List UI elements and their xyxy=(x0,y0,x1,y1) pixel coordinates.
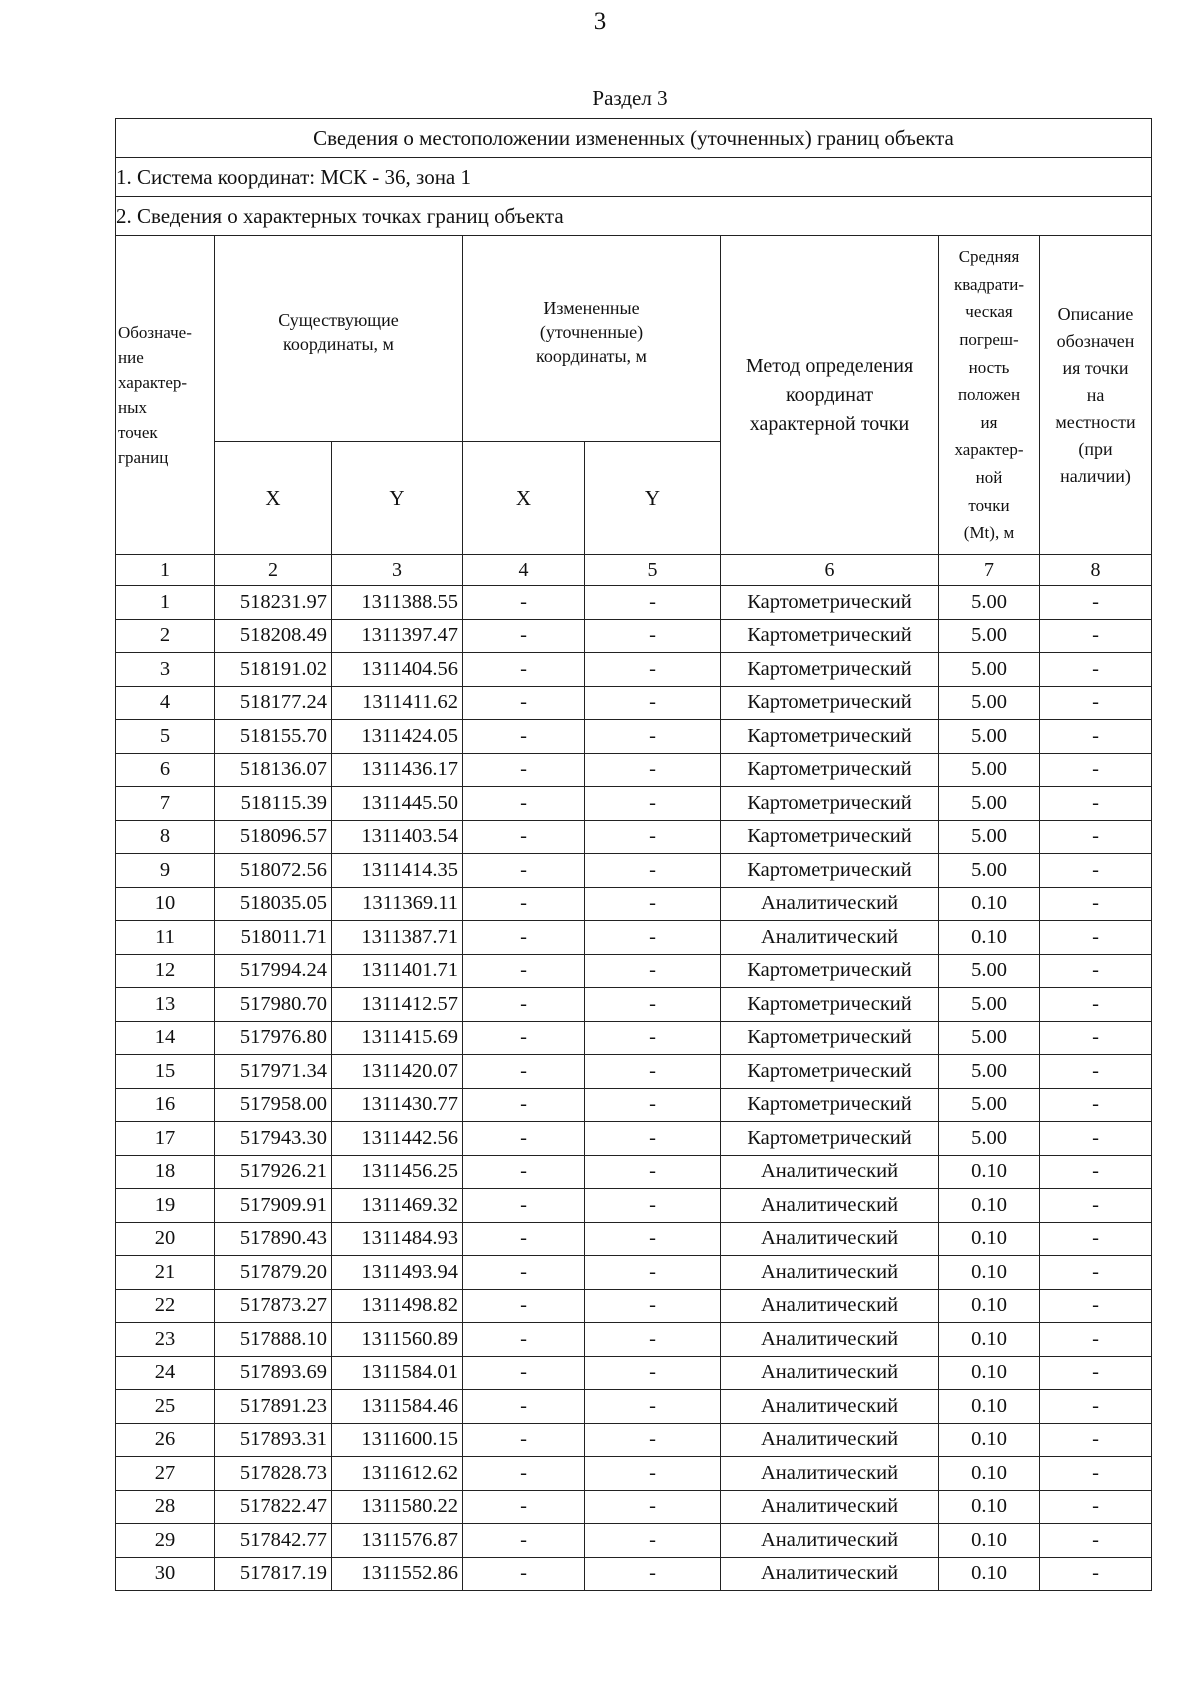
existing-x: 517879.20 xyxy=(215,1256,332,1290)
changed-y: - xyxy=(585,1524,721,1558)
point-number: 2 xyxy=(116,619,215,653)
changed-x: - xyxy=(463,887,585,921)
description: - xyxy=(1040,619,1152,653)
description: - xyxy=(1040,1557,1152,1591)
point-number: 11 xyxy=(116,921,215,955)
existing-x: 517994.24 xyxy=(215,954,332,988)
section-label: Раздел 3 xyxy=(592,86,668,110)
changed-x: - xyxy=(463,1323,585,1357)
point-number: 24 xyxy=(116,1356,215,1390)
method: Аналитический xyxy=(721,1557,939,1591)
existing-x: 518177.24 xyxy=(215,686,332,720)
point-number: 1 xyxy=(116,586,215,620)
point-number: 20 xyxy=(116,1222,215,1256)
table-title: Сведения о местоположении измененных (уточненных) границ объекта xyxy=(116,119,1152,158)
description: - xyxy=(1040,954,1152,988)
changed-x: - xyxy=(463,988,585,1022)
method: Аналитический xyxy=(721,921,939,955)
existing-y: 1311456.25 xyxy=(332,1155,463,1189)
point-number: 15 xyxy=(116,1055,215,1089)
mean-error: 5.00 xyxy=(939,686,1040,720)
changed-y: - xyxy=(585,1256,721,1290)
changed-x: - xyxy=(463,1423,585,1457)
existing-x: 517888.10 xyxy=(215,1323,332,1357)
existing-x: 517958.00 xyxy=(215,1088,332,1122)
description: - xyxy=(1040,1390,1152,1424)
point-number: 13 xyxy=(116,988,215,1022)
point-number: 30 xyxy=(116,1557,215,1591)
point-number: 7 xyxy=(116,787,215,821)
mean-error: 0.10 xyxy=(939,1356,1040,1390)
changed-x: - xyxy=(463,1088,585,1122)
table-row xyxy=(116,1390,1152,1424)
changed-y: - xyxy=(585,1055,721,1089)
changed-y: - xyxy=(585,1289,721,1323)
existing-x: 517943.30 xyxy=(215,1122,332,1156)
point-number: 16 xyxy=(116,1088,215,1122)
existing-x: 518011.71 xyxy=(215,921,332,955)
existing-x: 518191.02 xyxy=(215,653,332,687)
description: - xyxy=(1040,887,1152,921)
column-number: 3 xyxy=(332,555,463,586)
point-number: 26 xyxy=(116,1423,215,1457)
method: Аналитический xyxy=(721,887,939,921)
table-row xyxy=(116,586,1152,620)
boundary-points-table xyxy=(115,118,1152,1591)
description: - xyxy=(1040,1524,1152,1558)
point-number: 9 xyxy=(116,854,215,888)
method: Аналитический xyxy=(721,1390,939,1424)
column-number: 6 xyxy=(721,555,939,586)
point-number: 19 xyxy=(116,1189,215,1223)
changed-y: - xyxy=(585,720,721,754)
point-number: 22 xyxy=(116,1289,215,1323)
existing-x: 518231.97 xyxy=(215,586,332,620)
header-changed-y: Y xyxy=(585,442,721,555)
changed-y: - xyxy=(585,1490,721,1524)
mean-error: 0.10 xyxy=(939,1189,1040,1223)
changed-y: - xyxy=(585,1122,721,1156)
existing-x: 518035.05 xyxy=(215,887,332,921)
column-number: 7 xyxy=(939,555,1040,586)
column-number: 5 xyxy=(585,555,721,586)
changed-x: - xyxy=(463,1222,585,1256)
table-row xyxy=(116,1457,1152,1491)
point-number: 3 xyxy=(116,653,215,687)
table-row xyxy=(116,887,1152,921)
header-existing-x: X xyxy=(215,442,332,555)
changed-y: - xyxy=(585,787,721,821)
existing-x: 517980.70 xyxy=(215,988,332,1022)
mean-error: 0.10 xyxy=(939,887,1040,921)
description: - xyxy=(1040,753,1152,787)
changed-y: - xyxy=(585,1021,721,1055)
table-row xyxy=(116,1557,1152,1591)
mean-error: 5.00 xyxy=(939,1122,1040,1156)
point-number: 5 xyxy=(116,720,215,754)
existing-y: 1311484.93 xyxy=(332,1222,463,1256)
changed-x: - xyxy=(463,1557,585,1591)
changed-y: - xyxy=(585,1390,721,1424)
changed-y: - xyxy=(585,1222,721,1256)
description: - xyxy=(1040,1323,1152,1357)
table-row xyxy=(116,1155,1152,1189)
point-number: 14 xyxy=(116,1021,215,1055)
table-row xyxy=(116,1490,1152,1524)
method: Картометрический xyxy=(721,619,939,653)
header-changed-x: X xyxy=(463,442,585,555)
coordinate-system: 1. Система координат: МСК - 36, зона 1 xyxy=(116,158,1152,197)
table-row xyxy=(116,1021,1152,1055)
existing-y: 1311404.56 xyxy=(332,653,463,687)
method: Аналитический xyxy=(721,1256,939,1290)
header-method: Метод определения координат характерной точки xyxy=(721,236,939,555)
point-number: 27 xyxy=(116,1457,215,1491)
method: Аналитический xyxy=(721,1457,939,1491)
mean-error: 0.10 xyxy=(939,1222,1040,1256)
changed-x: - xyxy=(463,586,585,620)
existing-x: 518115.39 xyxy=(215,787,332,821)
method: Аналитический xyxy=(721,1289,939,1323)
description: - xyxy=(1040,1289,1152,1323)
existing-y: 1311420.07 xyxy=(332,1055,463,1089)
description: - xyxy=(1040,787,1152,821)
changed-x: - xyxy=(463,720,585,754)
existing-y: 1311469.32 xyxy=(332,1189,463,1223)
changed-y: - xyxy=(585,1088,721,1122)
changed-y: - xyxy=(585,586,721,620)
changed-x: - xyxy=(463,1490,585,1524)
changed-x: - xyxy=(463,820,585,854)
description: - xyxy=(1040,653,1152,687)
mean-error: 5.00 xyxy=(939,854,1040,888)
column-number: 1 xyxy=(116,555,215,586)
mean-error: 5.00 xyxy=(939,586,1040,620)
point-number: 25 xyxy=(116,1390,215,1424)
mean-error: 5.00 xyxy=(939,787,1040,821)
existing-x: 517891.23 xyxy=(215,1390,332,1424)
description: - xyxy=(1040,1423,1152,1457)
table-row xyxy=(116,1189,1152,1223)
existing-y: 1311430.77 xyxy=(332,1088,463,1122)
point-number: 21 xyxy=(116,1256,215,1290)
table-row xyxy=(116,720,1152,754)
mean-error: 0.10 xyxy=(939,1524,1040,1558)
mean-error: 5.00 xyxy=(939,619,1040,653)
table-row xyxy=(116,1088,1152,1122)
mean-error: 0.10 xyxy=(939,1323,1040,1357)
existing-x: 517971.34 xyxy=(215,1055,332,1089)
existing-y: 1311436.17 xyxy=(332,753,463,787)
mean-error: 0.10 xyxy=(939,1457,1040,1491)
existing-y: 1311369.11 xyxy=(332,887,463,921)
existing-x: 518072.56 xyxy=(215,854,332,888)
point-number: 4 xyxy=(116,686,215,720)
description: - xyxy=(1040,1490,1152,1524)
column-number: 2 xyxy=(215,555,332,586)
mean-error: 5.00 xyxy=(939,720,1040,754)
changed-x: - xyxy=(463,1390,585,1424)
changed-x: - xyxy=(463,1289,585,1323)
changed-y: - xyxy=(585,1323,721,1357)
changed-x: - xyxy=(463,1524,585,1558)
existing-y: 1311584.01 xyxy=(332,1356,463,1390)
table-row xyxy=(116,854,1152,888)
point-number: 23 xyxy=(116,1323,215,1357)
table-row xyxy=(116,619,1152,653)
method: Аналитический xyxy=(721,1189,939,1223)
changed-y: - xyxy=(585,686,721,720)
point-number: 10 xyxy=(116,887,215,921)
description: - xyxy=(1040,1055,1152,1089)
method: Картометрический xyxy=(721,653,939,687)
table-row xyxy=(116,1055,1152,1089)
existing-x: 517976.80 xyxy=(215,1021,332,1055)
existing-y: 1311442.56 xyxy=(332,1122,463,1156)
method: Картометрический xyxy=(721,1055,939,1089)
column-number-row xyxy=(116,555,1152,586)
table-row xyxy=(116,753,1152,787)
changed-y: - xyxy=(585,1356,721,1390)
description: - xyxy=(1040,1122,1152,1156)
mean-error: 5.00 xyxy=(939,753,1040,787)
table-body xyxy=(116,586,1152,1591)
mean-error: 5.00 xyxy=(939,988,1040,1022)
description: - xyxy=(1040,1356,1152,1390)
point-number: 17 xyxy=(116,1122,215,1156)
existing-y: 1311401.71 xyxy=(332,954,463,988)
method: Картометрический xyxy=(721,820,939,854)
changed-y: - xyxy=(585,1155,721,1189)
changed-y: - xyxy=(585,619,721,653)
points-heading: 2. Сведения о характерных точках границ объекта xyxy=(116,197,1152,236)
existing-x: 518096.57 xyxy=(215,820,332,854)
mean-error: 5.00 xyxy=(939,820,1040,854)
method: Аналитический xyxy=(721,1222,939,1256)
mean-error: 0.10 xyxy=(939,1490,1040,1524)
changed-x: - xyxy=(463,1256,585,1290)
table-row xyxy=(116,1289,1152,1323)
existing-x: 517893.69 xyxy=(215,1356,332,1390)
description: - xyxy=(1040,686,1152,720)
changed-y: - xyxy=(585,988,721,1022)
changed-y: - xyxy=(585,954,721,988)
changed-y: - xyxy=(585,1189,721,1223)
changed-x: - xyxy=(463,854,585,888)
description: - xyxy=(1040,820,1152,854)
existing-x: 517828.73 xyxy=(215,1457,332,1491)
changed-y: - xyxy=(585,921,721,955)
method: Аналитический xyxy=(721,1323,939,1357)
existing-x: 518136.07 xyxy=(215,753,332,787)
changed-y: - xyxy=(585,887,721,921)
changed-x: - xyxy=(463,1055,585,1089)
table-row xyxy=(116,820,1152,854)
existing-y: 1311600.15 xyxy=(332,1423,463,1457)
description: - xyxy=(1040,854,1152,888)
existing-y: 1311612.62 xyxy=(332,1457,463,1491)
changed-x: - xyxy=(463,954,585,988)
existing-y: 1311415.69 xyxy=(332,1021,463,1055)
existing-y: 1311493.94 xyxy=(332,1256,463,1290)
method: Аналитический xyxy=(721,1423,939,1457)
existing-y: 1311412.57 xyxy=(332,988,463,1022)
description: - xyxy=(1040,1256,1152,1290)
table-row xyxy=(116,988,1152,1022)
description: - xyxy=(1040,720,1152,754)
existing-x: 518155.70 xyxy=(215,720,332,754)
changed-x: - xyxy=(463,787,585,821)
table-row xyxy=(116,1256,1152,1290)
changed-y: - xyxy=(585,653,721,687)
method: Картометрический xyxy=(721,586,939,620)
method: Картометрический xyxy=(721,787,939,821)
header-point-designation: Обозначе- ние характер- ных точек границ xyxy=(116,236,215,555)
changed-x: - xyxy=(463,1457,585,1491)
method: Картометрический xyxy=(721,1122,939,1156)
existing-y: 1311580.22 xyxy=(332,1490,463,1524)
existing-y: 1311403.54 xyxy=(332,820,463,854)
table-row xyxy=(116,653,1152,687)
existing-y: 1311552.86 xyxy=(332,1557,463,1591)
description: - xyxy=(1040,1155,1152,1189)
description: - xyxy=(1040,1222,1152,1256)
description: - xyxy=(1040,586,1152,620)
table-row xyxy=(116,1356,1152,1390)
existing-x: 517817.19 xyxy=(215,1557,332,1591)
description: - xyxy=(1040,988,1152,1022)
existing-y: 1311397.47 xyxy=(332,619,463,653)
existing-y: 1311498.82 xyxy=(332,1289,463,1323)
point-number: 8 xyxy=(116,820,215,854)
table-row xyxy=(116,954,1152,988)
method: Аналитический xyxy=(721,1524,939,1558)
existing-y: 1311445.50 xyxy=(332,787,463,821)
mean-error: 0.10 xyxy=(939,1423,1040,1457)
table-row xyxy=(116,1222,1152,1256)
method: Картометрический xyxy=(721,988,939,1022)
point-number: 29 xyxy=(116,1524,215,1558)
method: Аналитический xyxy=(721,1155,939,1189)
existing-x: 517909.91 xyxy=(215,1189,332,1223)
point-number: 12 xyxy=(116,954,215,988)
existing-y: 1311414.35 xyxy=(332,854,463,888)
point-number: 18 xyxy=(116,1155,215,1189)
changed-y: - xyxy=(585,753,721,787)
existing-y: 1311411.62 xyxy=(332,686,463,720)
mean-error: 5.00 xyxy=(939,954,1040,988)
table-row xyxy=(116,921,1152,955)
description: - xyxy=(1040,921,1152,955)
description: - xyxy=(1040,1457,1152,1491)
method: Картометрический xyxy=(721,720,939,754)
table-row xyxy=(116,787,1152,821)
method: Картометрический xyxy=(721,854,939,888)
mean-error: 0.10 xyxy=(939,1256,1040,1290)
existing-x: 517822.47 xyxy=(215,1490,332,1524)
method: Аналитический xyxy=(721,1490,939,1524)
existing-y: 1311387.71 xyxy=(332,921,463,955)
existing-y: 1311584.46 xyxy=(332,1390,463,1424)
changed-y: - xyxy=(585,1457,721,1491)
description: - xyxy=(1040,1021,1152,1055)
existing-y: 1311560.89 xyxy=(332,1323,463,1357)
mean-error: 5.00 xyxy=(939,1088,1040,1122)
point-number: 6 xyxy=(116,753,215,787)
changed-y: - xyxy=(585,854,721,888)
point-number: 28 xyxy=(116,1490,215,1524)
description: - xyxy=(1040,1189,1152,1223)
method: Аналитический xyxy=(721,1356,939,1390)
column-number: 8 xyxy=(1040,555,1152,586)
method: Картометрический xyxy=(721,954,939,988)
mean-error: 5.00 xyxy=(939,1055,1040,1089)
method: Картометрический xyxy=(721,753,939,787)
changed-x: - xyxy=(463,753,585,787)
mean-error: 5.00 xyxy=(939,1021,1040,1055)
header-mean-error: Средняя квадрати- ческая погреш- ность положен ия характер- ной точки (Mt), м xyxy=(939,236,1040,555)
mean-error: 0.10 xyxy=(939,1155,1040,1189)
column-number: 4 xyxy=(463,555,585,586)
existing-x: 517893.31 xyxy=(215,1423,332,1457)
header-changed-coords: Измененные (уточненные) координаты, м xyxy=(463,236,721,442)
method: Картометрический xyxy=(721,686,939,720)
changed-x: - xyxy=(463,921,585,955)
existing-x: 517890.43 xyxy=(215,1222,332,1256)
header-existing-y: Y xyxy=(332,442,463,555)
mean-error: 0.10 xyxy=(939,1390,1040,1424)
method: Картометрический xyxy=(721,1088,939,1122)
changed-x: - xyxy=(463,686,585,720)
mean-error: 0.10 xyxy=(939,1557,1040,1591)
table-row xyxy=(116,686,1152,720)
existing-x: 518208.49 xyxy=(215,619,332,653)
mean-error: 0.10 xyxy=(939,1289,1040,1323)
header-existing-coords: Существующие координаты, м xyxy=(215,236,463,442)
changed-x: - xyxy=(463,1021,585,1055)
existing-y: 1311388.55 xyxy=(332,586,463,620)
existing-y: 1311576.87 xyxy=(332,1524,463,1558)
existing-x: 517842.77 xyxy=(215,1524,332,1558)
changed-x: - xyxy=(463,1356,585,1390)
changed-x: - xyxy=(463,1155,585,1189)
changed-x: - xyxy=(463,1122,585,1156)
changed-x: - xyxy=(463,1189,585,1223)
page-number: 3 xyxy=(593,8,607,35)
existing-x: 517873.27 xyxy=(215,1289,332,1323)
existing-x: 517926.21 xyxy=(215,1155,332,1189)
changed-y: - xyxy=(585,1423,721,1457)
description: - xyxy=(1040,1088,1152,1122)
table-row xyxy=(116,1423,1152,1457)
changed-y: - xyxy=(585,1557,721,1591)
table-row xyxy=(116,1524,1152,1558)
changed-x: - xyxy=(463,619,585,653)
table-row xyxy=(116,1122,1152,1156)
header-description: Описание обозначен ия точки на местности (при наличии) xyxy=(1040,236,1152,555)
method: Картометрический xyxy=(721,1021,939,1055)
changed-y: - xyxy=(585,820,721,854)
changed-x: - xyxy=(463,653,585,687)
mean-error: 0.10 xyxy=(939,921,1040,955)
mean-error: 5.00 xyxy=(939,653,1040,687)
table-row xyxy=(116,1323,1152,1357)
existing-y: 1311424.05 xyxy=(332,720,463,754)
